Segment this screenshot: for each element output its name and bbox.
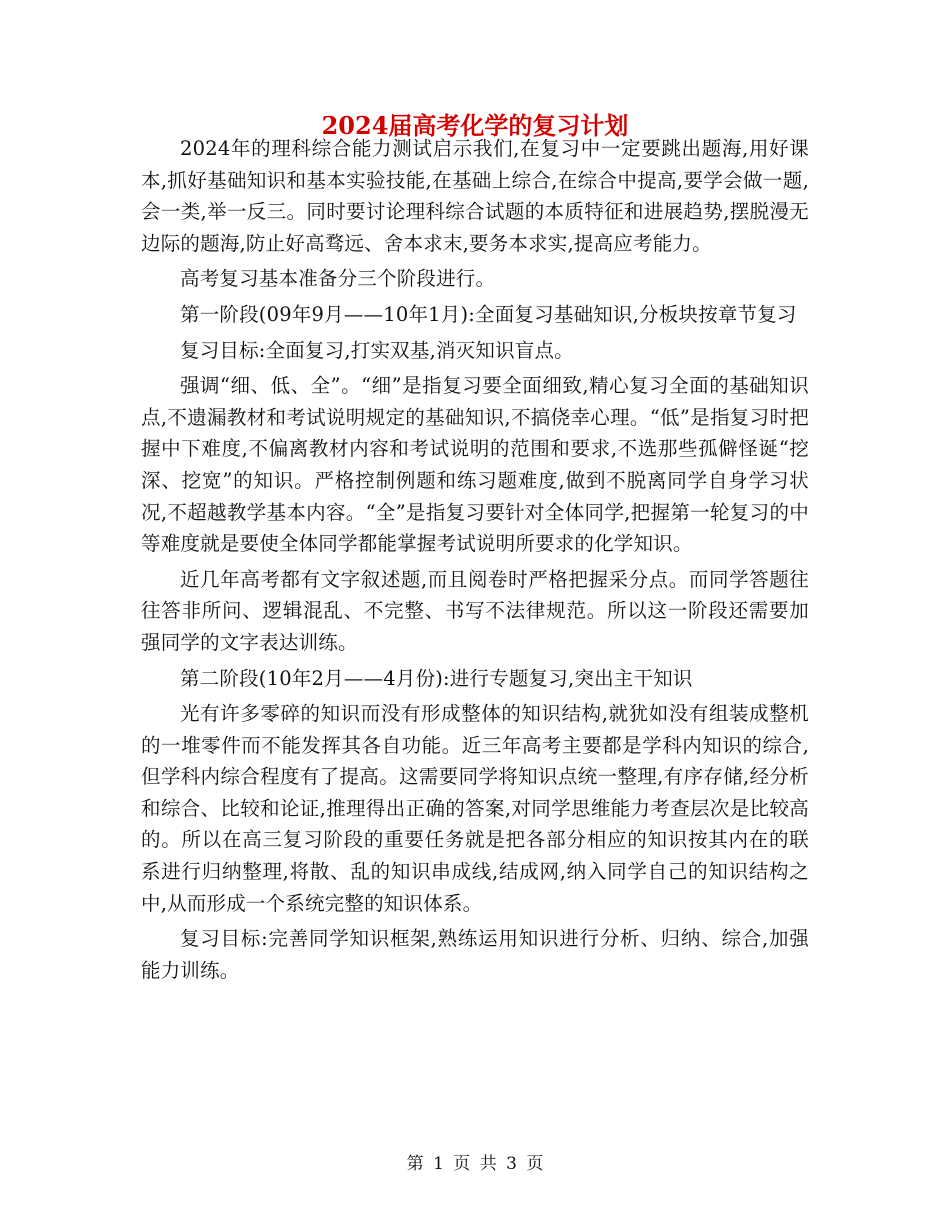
paragraph-knowledge-structure: 光有许多零碎的知识而没有形成整体的知识结构,就犹如没有组装成整机的一堆零件而不能发挥其各自功能。近三年高考主要都是学科内知识的综合,但学科内综合程度有了提高。这需要同学将知识点统一整理,有序存储,经分析和综合、比较和论证,推理得出正确的答案,对同学思维能力考查层次是比较高的。所以在高三复习阶段的重要任务就是把各部分相应的知识按其内在的联系进行归纳整理,将散、乱的知识串成线,结成网,纳入同学自己的知识结构之中,从而形成一个系统完整的知识体系。 [141,702,809,915]
paragraph-stages-overview: 高考复习基本准备分三个阶段进行。 [180,267,496,291]
paragraph-stage-one-heading: 第一阶段(09年9月——10年1月):全面复习基础知识,分板块按章节复习 [180,302,797,326]
paragraph-stage-two-goal: 复习目标:完善同学知识框架,熟练运用知识进行分析、归纳、综合,加强能力训练。 [141,927,809,982]
paragraph-written-expression: 近几年高考都有文字叙述题,而且阅卷时严格把握采分点。而同学答题往往答非所问、逻辑混乱、不完整、书写不法律规范。所以这一阶段还需要加强同学的文字表达训练。 [141,567,809,654]
document-body [141,133,809,990]
paragraph-stage-two-heading: 第二阶段(10年2月——4月份):进行专题复习,突出主干知识 [180,666,693,690]
paragraph-stage-one-emphasis: 强调“细、低、全”。“细”是指复习要全面细致,精心复习全面的基础知识点,不遗漏教材和考试说明规定的基础知识,不搞侥幸心理。“低”是指复习时把握中下难度,不偏离教材内容和考试说明的范围和要求,不选那些孤僻怪诞“挖深、挖宽”的知识。严格控制例题和练习题难度,做到不脱离同学自身学习状况,不超越教学基本内容。“全”是指复习要针对全体同学,把握第一轮复习的中等难度就是要使全体同学都能掌握考试说明所要求的化学知识。 [141,374,809,556]
page-number-footer: 第 1 页 共 3 页 [406,1154,544,1174]
document-title: 2024届高考化学的复习计划 [321,111,629,140]
paragraph-stage-one-goal: 复习目标:全面复习,打实双基,消灭知识盲点。 [180,338,574,362]
paragraph-intro: 2024年的理科综合能力测试启示我们,在复习中一定要跳出题海,用好课本,抓好基础知识和基本实验技能,在基础上综合,在综合中提高,要学会做一题,会一类,举一反三。同时要讨论理科综合试题的本质特征和进展趋势,摆脱漫无边际的题海,防止好高骛远、舍本求末,要务本求实,提高应考能力。 [141,137,809,255]
